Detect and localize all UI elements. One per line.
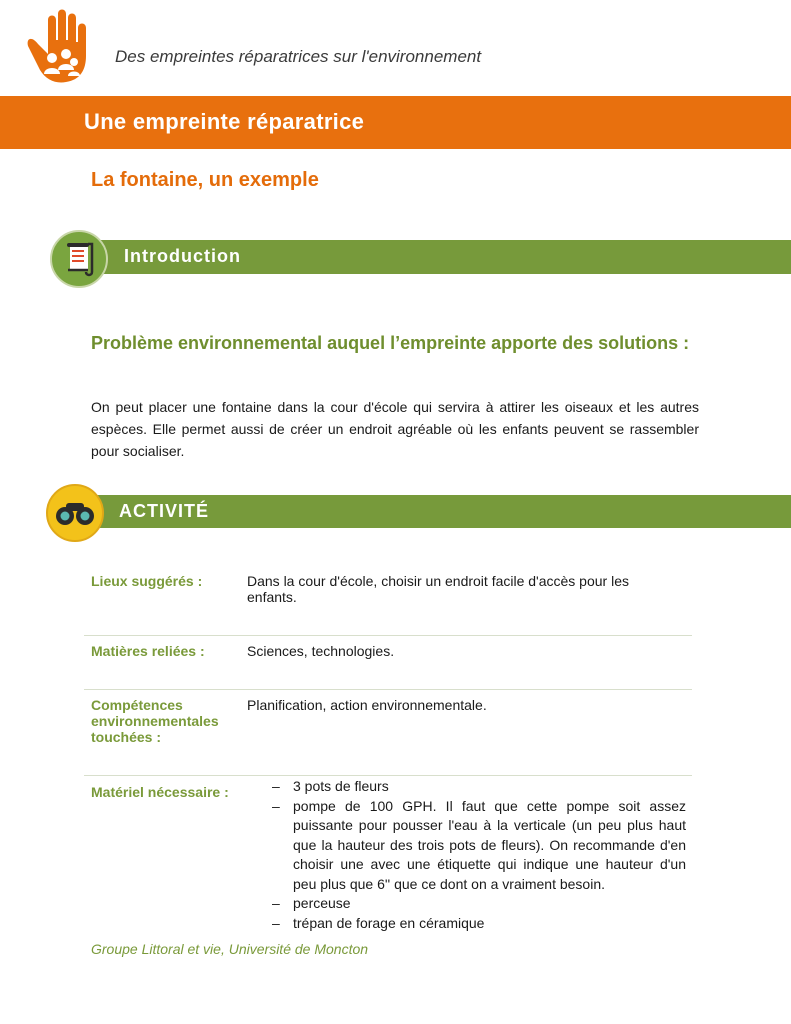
list-item: – pompe de 100 GPH. Il faut que cette pompe soit assez puissante pour pousser l'eau à la verticale (un peu plus haut que la hauteur des trois pots de fleurs). On recommande d'en choisir une avec une étiquette qui indique une hauteur d'un peu plus que 6'' que ce dont on a vraiment besoin. bbox=[272, 797, 686, 895]
page-subtitle: La fontaine, un exemple bbox=[91, 169, 319, 191]
problem-heading: Problème environnemental auquel l’empreinte apporte des solutions : bbox=[91, 333, 690, 353]
section-bar-activite bbox=[74, 495, 791, 528]
list-item: – perceuse bbox=[272, 894, 686, 914]
list-item: – 3 pots de fleurs bbox=[272, 777, 686, 797]
binoculars-icon bbox=[46, 484, 104, 542]
scroll-document-icon bbox=[50, 230, 108, 288]
row-divider bbox=[84, 689, 692, 690]
page-title: Une empreinte réparatrice bbox=[84, 109, 365, 134]
materiel-label: Matériel nécessaire : bbox=[91, 784, 229, 800]
header-subtitle: Des empreintes réparatrices sur l'environnement bbox=[115, 47, 482, 66]
section-title-introduction: Introduction bbox=[124, 246, 241, 266]
problem-paragraph: On peut placer une fontaine dans la cour d'école qui servira à attirer les oiseaux et les autres espèces. Elle permet aussi de créer un endroit agréable où les enfants peuvent se rassembler pour socialiser. bbox=[91, 399, 699, 459]
lieux-label: Lieux suggérés : bbox=[91, 573, 203, 589]
title-banner bbox=[0, 96, 791, 149]
row-divider bbox=[84, 775, 692, 776]
section-title-activite: ACTIVITÉ bbox=[119, 501, 210, 521]
row-divider bbox=[84, 635, 692, 636]
materiel-list bbox=[272, 777, 686, 933]
footer-credit: Groupe Littoral et vie, Université de Moncton bbox=[91, 941, 369, 957]
section-bar-introduction bbox=[74, 240, 791, 274]
list-item: – trépan de forage en céramique bbox=[272, 914, 686, 934]
lieux-value: Dans la cour d'école, choisir un endroit facile d'accès pour les enfants. bbox=[247, 573, 629, 605]
matieres-value: Sciences, technologies. bbox=[247, 643, 395, 659]
competences-value: Planification, action environnementale. bbox=[247, 697, 487, 713]
competences-label: Compétences environnementales touchées : bbox=[91, 697, 219, 745]
matieres-label: Matières reliées : bbox=[91, 643, 205, 659]
hand-people-logo bbox=[22, 8, 88, 84]
